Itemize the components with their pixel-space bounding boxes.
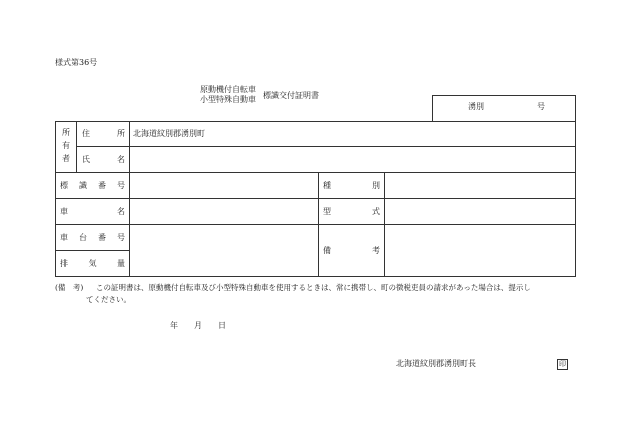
- plate-number-label: 標 識 番 号: [60, 181, 125, 190]
- notes-line-2: てください。: [86, 295, 131, 304]
- certificate-number-prefix: 湧別: [468, 102, 484, 111]
- address-label: 住 所: [82, 129, 125, 138]
- model-name-label: 車 名: [60, 207, 125, 216]
- address-value: 北海道紋別郡湧別町: [133, 129, 205, 138]
- name-label: 氏 名: [82, 155, 125, 164]
- seal-icon: 印: [559, 360, 566, 368]
- owner-group-label: 所 有 者: [62, 128, 70, 163]
- certificate-number-suffix: 号: [537, 102, 545, 111]
- document-title: 標識交付証明書: [263, 91, 319, 100]
- chassis-number-label: 車 台 番 号: [60, 233, 125, 242]
- type-label: 種 別: [323, 181, 380, 190]
- vehicle-type-1: 原動機付自転車: [200, 85, 256, 94]
- issuer-name: 北海道紋別郡湧別町長: [396, 359, 476, 368]
- model-label: 型 式: [323, 207, 380, 216]
- notes-label: (備 考): [55, 283, 84, 292]
- date-day-label: 日: [218, 321, 226, 330]
- displacement-label: 排 気 量: [60, 259, 125, 268]
- date-year-label: 年: [170, 321, 178, 330]
- date-month-label: 月: [194, 321, 202, 330]
- notes-line-1: この証明書は、原動機付自転車及び小型特殊自動車を使用するときは、常に携帯し、町の徴税吏員の請求があった場合は、提示し: [96, 283, 531, 292]
- remarks-label: 備 考: [323, 246, 380, 255]
- form-number: 様式第36号: [55, 58, 98, 67]
- vehicle-type-2: 小型特殊自動車: [200, 95, 256, 104]
